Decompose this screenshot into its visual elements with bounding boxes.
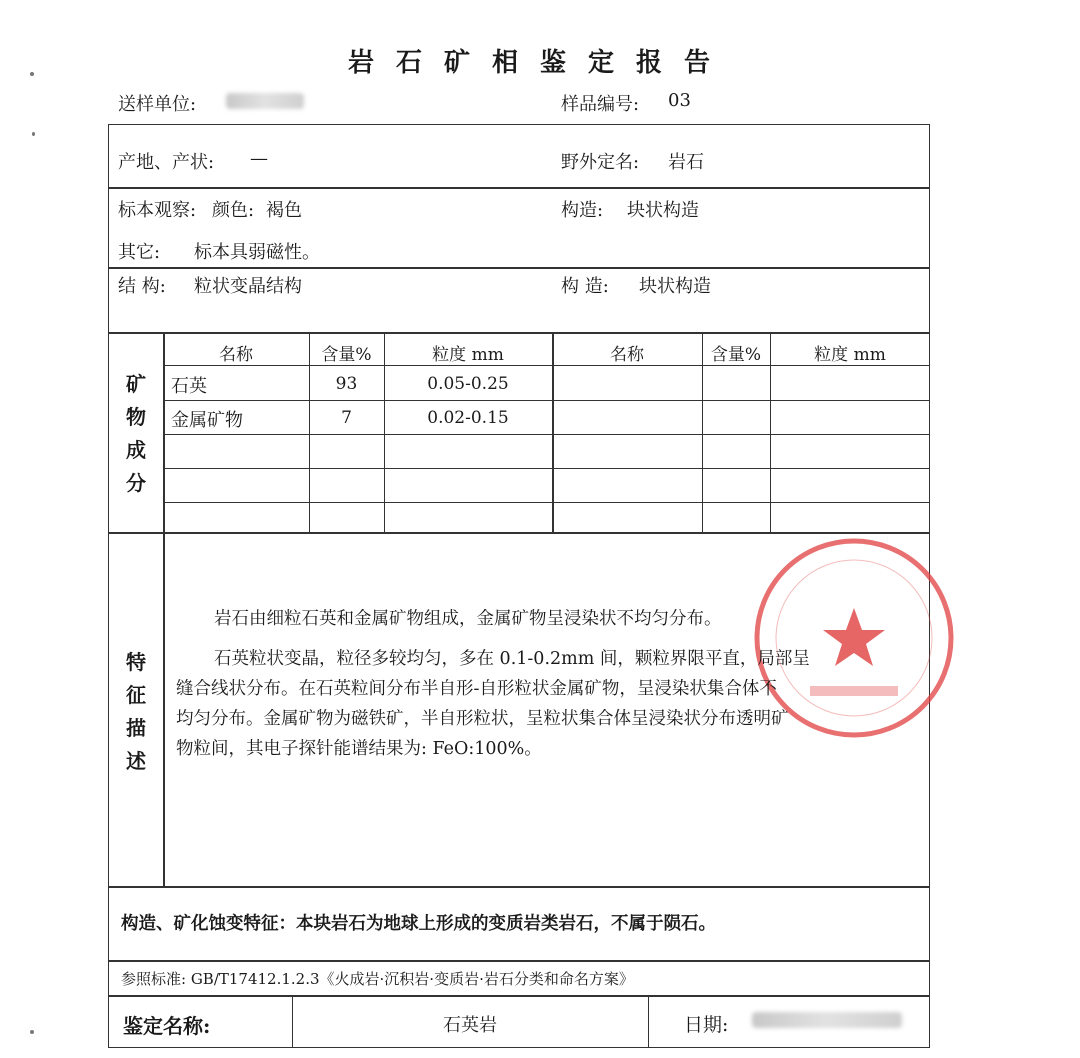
rule xyxy=(108,332,930,334)
texture-structure-value: 块状构造 xyxy=(639,276,711,297)
rule xyxy=(108,960,930,962)
specimen-structure-label: 构造: xyxy=(561,200,604,221)
col-header-size: 粒度 mm xyxy=(432,345,504,365)
id-col xyxy=(648,995,649,1048)
specimen-label: 标本观察: xyxy=(118,200,197,221)
col-header-name: 名称 xyxy=(219,345,253,365)
scan-speck xyxy=(32,132,35,136)
rule xyxy=(108,267,930,269)
table-rule xyxy=(163,434,930,435)
col-header-size-2: 粒度 mm xyxy=(814,345,886,365)
col-header-name-2: 名称 xyxy=(610,345,644,365)
texture-label: 结 构: xyxy=(118,276,166,297)
left-column-divider xyxy=(163,332,165,888)
feature-paragraph-1: 岩石由细粒石英和金属矿物组成，金属矿物呈浸染状不均匀分布。 xyxy=(214,609,722,629)
report-title: 岩石矿相鉴定报告 xyxy=(347,48,732,78)
rule xyxy=(108,532,930,534)
date-label: 日期: xyxy=(684,1014,729,1036)
color-label: 颜色: xyxy=(212,200,255,221)
origin-label: 产地、产状: xyxy=(118,152,215,173)
mineral-name: 石英 xyxy=(171,376,207,397)
texture-value: 粒状变晶结构 xyxy=(194,276,302,297)
field-name-value: 岩石 xyxy=(668,152,704,173)
col-header-content: 含量% xyxy=(321,345,372,365)
table-rule xyxy=(163,400,930,401)
rule xyxy=(108,187,930,189)
features-section-label: 特 征 描 述 xyxy=(126,650,146,773)
mineral-name: 金属矿物 xyxy=(171,410,243,431)
color-value: 褐色 xyxy=(266,200,302,221)
specimen-structure-value: 块状构造 xyxy=(627,200,699,221)
table-rule xyxy=(163,365,930,366)
scan-speck xyxy=(30,72,34,76)
alteration-statement: 构造、矿化蚀变特征：本块岩石为地球上形成的变质岩类岩石，不属于陨石。 xyxy=(121,914,716,934)
mineral-content: 7 xyxy=(341,408,352,428)
other-label: 其它: xyxy=(118,242,161,263)
mineral-size: 0.02-0.15 xyxy=(427,408,509,428)
reference-standard: 参照标准: GB/T17412.1.2.3《火成岩·沉积岩·变质岩·岩石分类和命名方案》 xyxy=(121,970,634,988)
feature-line: 缝合线状分布。在石英粒间分布半自形-自形粒状金属矿物，呈浸染状集合体不 xyxy=(176,679,777,699)
table-rule xyxy=(163,468,930,469)
scan-speck xyxy=(30,1030,34,1034)
sender-label: 送样单位: xyxy=(118,94,197,115)
texture-structure-label: 构 造: xyxy=(561,276,609,297)
sample-no-value: 03 xyxy=(668,90,691,111)
col-header-content-2: 含量% xyxy=(710,345,762,365)
mineral-content: 93 xyxy=(335,374,358,394)
other-value: 标本具弱磁性。 xyxy=(194,242,320,263)
identification-value: 石英岩 xyxy=(443,1015,497,1036)
feature-line: 均匀分布。金属矿物为磁铁矿，半自形粒状，呈粒状集合体呈浸染状分布透明矿 xyxy=(176,709,789,729)
table-rule xyxy=(163,502,930,503)
sender-redacted xyxy=(226,93,304,109)
identification-label: 鉴定名称: xyxy=(123,1014,211,1038)
feature-line: 物粒间，其电子探针能谱结果为: FeO:100%。 xyxy=(176,739,542,759)
date-redacted xyxy=(752,1012,902,1028)
origin-value: — xyxy=(250,148,268,169)
sample-no-label: 样品编号: xyxy=(561,94,640,115)
mineral-section-label: 矿 物 成 分 xyxy=(126,372,146,495)
mineral-size: 0.05-0.25 xyxy=(427,374,509,394)
rule xyxy=(108,995,930,997)
rule xyxy=(108,886,930,888)
field-name-label: 野外定名: xyxy=(561,152,640,173)
feature-paragraph-2: 石英粒状变晶，粒径多较均匀，多在 0.1-0.2mm 间，颗粒界限平直，局部呈 xyxy=(214,649,810,669)
